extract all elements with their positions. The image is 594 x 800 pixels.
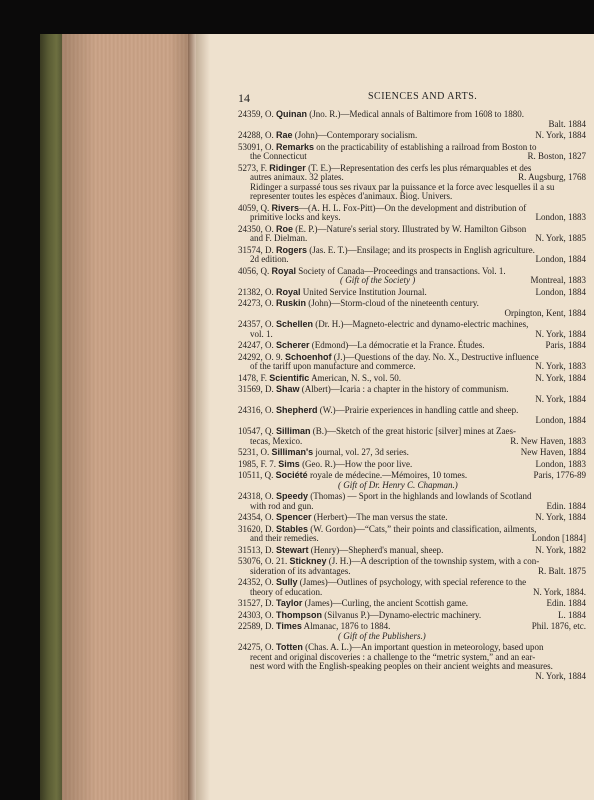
- entry-gift-line: [238, 481, 586, 491]
- entry-line-left: [238, 599, 468, 609]
- entry-line: [238, 502, 586, 512]
- shelf-number: 10511, Q.: [238, 470, 276, 480]
- entry-title: (Henry)—Shepherd's manual, sheep.: [308, 544, 444, 555]
- catalog-entry: [238, 611, 586, 621]
- imprint: N. York, 1884: [535, 670, 586, 681]
- catalog-entry: [238, 578, 586, 597]
- imprint: N. York, 1883: [535, 361, 586, 371]
- catalog-entry: [238, 471, 586, 490]
- shelf-number: 24350, O.: [238, 223, 276, 234]
- entry-line-left: [238, 131, 417, 141]
- shelf-number: 4056, Q.: [238, 265, 272, 276]
- shelf-number: 1985, F. 7.: [238, 458, 279, 469]
- imprint: Montreal, 1883: [530, 275, 586, 285]
- catalog-entry: [238, 643, 586, 681]
- entry-heading: Thompson: [276, 609, 322, 620]
- entry-title: on the practicability of establishing a railroad from Boston to: [314, 141, 537, 152]
- entry-line: [238, 374, 586, 384]
- shelf-number: 24292, O. 9.: [238, 351, 285, 362]
- entry-text: nest word with the English-speaking peoples on their ancient weights and measures.: [250, 662, 553, 671]
- entry-heading: Roe: [276, 223, 294, 234]
- catalog-entry: [238, 353, 586, 372]
- entry-line-left: [238, 513, 447, 523]
- catalog-entry: [238, 622, 586, 641]
- entry-continuation: and their remedies.: [250, 533, 319, 543]
- catalog-entry: [238, 225, 586, 244]
- entry-line: [238, 173, 586, 183]
- shelf-number: 31513, D.: [238, 544, 276, 555]
- entry-continuation: recent and original discoveries : a challenge to the “metric system,” and an ear-: [250, 651, 536, 662]
- catalog-entry: [238, 164, 586, 202]
- shelf-number: 24352, O.: [238, 577, 276, 587]
- shelf-number: 31574, D.: [238, 244, 276, 255]
- catalog-entry: [238, 599, 586, 609]
- entry-heading: Ridinger: [269, 162, 306, 173]
- entry-line: [238, 213, 586, 223]
- entry-title: (Albert)—Icaria : a chapter in the history of communism.: [299, 384, 509, 394]
- imprint: L. 1884: [558, 609, 586, 620]
- shelf-number: 24359, O.: [238, 109, 276, 119]
- running-title: SCIENCES AND ARTS.: [368, 91, 478, 102]
- entry-line: [238, 599, 586, 609]
- imprint: N. York, 1885: [535, 233, 586, 243]
- entry-continuation: primitive locks and keys.: [250, 212, 341, 222]
- imprint: Edin. 1884: [546, 500, 586, 511]
- catalog-entry: [238, 131, 586, 141]
- entry-title: (Dr. H.)—Magneto-electric and dynamo-electric machines,: [313, 319, 529, 329]
- entry-title: United Service Institution Journal.: [300, 286, 427, 297]
- catalog-entries: [238, 110, 586, 683]
- entry-heading: Stables: [276, 523, 309, 534]
- entry-title: (Herbert)—The man versus the state.: [311, 512, 448, 522]
- entry-line-left: [238, 110, 524, 120]
- shelf-number: 21382, O.: [238, 286, 276, 297]
- catalog-entry: [238, 374, 586, 384]
- gift-note: ( Gift of the Society ): [340, 275, 416, 285]
- entry-continuation: [238, 192, 586, 202]
- catalog-entry: [238, 460, 586, 470]
- entry-continuation: with rod and gun.: [250, 500, 314, 511]
- entry-line-left: [238, 385, 508, 395]
- entry-line: [238, 385, 586, 395]
- catalog-entry: [238, 246, 586, 265]
- entry-continuation: [238, 183, 586, 193]
- catalog-entry: [238, 320, 586, 339]
- entry-continuation: sideration of its advantages.: [250, 565, 351, 576]
- shelf-number: 31569, D.: [238, 384, 276, 394]
- catalog-entry: [238, 492, 586, 511]
- catalog-entry: [238, 385, 586, 404]
- entry-title: Society of Canada—Proceedings and transactions. Vol. 1.: [296, 265, 506, 276]
- entry-heading: Ruskin: [276, 298, 307, 308]
- catalog-entry: [238, 341, 586, 351]
- shelf-number: 24247, O.: [238, 340, 276, 350]
- page-number: 14: [238, 91, 250, 105]
- shelf-number: 1478, F.: [238, 372, 270, 383]
- catalog-entry: [238, 546, 586, 556]
- entry-heading: Times: [276, 621, 302, 631]
- imprint: R. New Haven, 1883: [510, 435, 586, 446]
- shelf-number: 53091, O.: [238, 141, 276, 152]
- entry-line: [238, 546, 586, 556]
- imprint: London, 1883: [535, 212, 586, 222]
- imprint: R. Augsburg, 1768: [518, 172, 586, 182]
- imprint: London, 1884: [535, 254, 586, 264]
- entry-heading: Shepherd: [276, 405, 318, 415]
- entry-line: [238, 110, 586, 120]
- shelf-number: 24273, O.: [238, 298, 276, 308]
- entry-heading: Schellen: [276, 319, 314, 329]
- imprint: London, 1883: [535, 458, 586, 469]
- shelf-number: 10547, Q.: [238, 426, 276, 436]
- shelf-number: 22589, D.: [238, 621, 276, 631]
- entry-title: (Edmond)—La démocratie et la France. Études.: [309, 340, 485, 350]
- entry-heading: Remarks: [276, 141, 315, 152]
- entry-line: [238, 513, 586, 523]
- gift-note: ( Gift of Dr. Henry C. Chapman.): [338, 479, 458, 490]
- imprint: R. Boston, 1827: [527, 151, 586, 161]
- entry-heading: Speedy: [276, 491, 309, 501]
- entry-line-left: [238, 288, 427, 298]
- entry-title: (J. H.)—A description of the township system, with a con-: [326, 556, 540, 566]
- catalog-entry: [238, 427, 586, 446]
- entry-continuation: tecas, Mexico.: [250, 435, 303, 446]
- entry-line: [238, 330, 586, 340]
- shelf-number: 4059, Q.: [238, 202, 272, 213]
- entry-heading: Société: [275, 470, 308, 480]
- entry-continuation: vol. 1.: [250, 328, 273, 339]
- entry-continuation: theory of education.: [250, 586, 323, 597]
- entry-text: Ridinger a surpassé tous ses rivaux par la puissance et la force avec lesquelles il a su: [250, 182, 555, 192]
- entry-heading: Stickney: [289, 556, 327, 566]
- entry-heading: Silliman's: [271, 447, 314, 457]
- entry-line: [238, 131, 586, 141]
- entry-line: [238, 234, 586, 244]
- entry-continuation: and F. Dielman.: [250, 233, 308, 243]
- shelf-number: 5273, F.: [238, 162, 270, 173]
- entry-heading: Taylor: [276, 598, 303, 608]
- shelf-number: 31527, D.: [238, 598, 276, 608]
- entry-continuation: [238, 662, 586, 672]
- gift-note: ( Gift of the Publishers.): [338, 630, 426, 641]
- entry-title: (John)—Contemporary socialism.: [292, 130, 418, 140]
- catalog-entry: [238, 204, 586, 223]
- imprint: N. York, 1884.: [532, 586, 586, 597]
- entry-line-left: [238, 611, 481, 621]
- entry-line: [238, 611, 586, 621]
- entry-title: American, N. S., vol. 50.: [309, 372, 402, 383]
- catalog-entry: [238, 110, 586, 129]
- imprint: London [1884]: [531, 533, 586, 543]
- catalog-entry: [238, 557, 586, 576]
- imprint: Orpington, Kent, 1884: [504, 307, 586, 318]
- catalog-entry: [238, 288, 586, 298]
- entry-line: [238, 152, 586, 162]
- entry-line-left: [238, 341, 484, 351]
- entry-heading: Shaw: [276, 384, 300, 394]
- entry-heading: Totten: [276, 642, 303, 652]
- shelf-number: 24288, O.: [238, 130, 276, 140]
- entry-title: (E. P.)—Nature's serial story. Illustrated by W. Hamilton Gibson: [293, 223, 527, 234]
- entry-heading: Schoenhof: [285, 351, 332, 362]
- imprint: London, 1884: [535, 414, 586, 425]
- entry-imprint-line: [238, 309, 586, 319]
- shelf-number: 31620, D.: [238, 523, 276, 534]
- entry-line: [238, 437, 586, 447]
- shelf-number: 5231, O.: [238, 447, 272, 457]
- imprint: R. Balt. 1875: [537, 565, 586, 576]
- entry-line: [238, 448, 586, 458]
- entry-heading: Royal: [271, 265, 297, 276]
- entry-line: [238, 406, 586, 416]
- entry-line: [238, 320, 586, 330]
- catalog-entry: [238, 299, 586, 318]
- entry-continuation: autres animaux. 32 plates.: [250, 172, 344, 182]
- imprint: N. York, 1884: [535, 130, 586, 140]
- entry-heading: Scientific: [269, 372, 310, 383]
- entry-line: [238, 460, 586, 470]
- entry-title: (Chas. A. L.)—An important question in meteorology, based upon: [302, 642, 544, 652]
- page-header: [238, 91, 586, 104]
- entry-line-left: [238, 448, 409, 458]
- shelf-number: 24303, O.: [238, 609, 276, 620]
- entry-heading: Sims: [278, 458, 300, 469]
- entry-title: journal, vol. 27, 3d series.: [313, 447, 409, 457]
- entry-heading: Rivers: [271, 202, 300, 213]
- entry-heading: Rogers: [276, 244, 308, 255]
- entry-imprint-line: [238, 416, 586, 426]
- imprint: N. York, 1884: [535, 393, 586, 404]
- catalog-entry: [238, 525, 586, 544]
- shelf-number: 24357, O.: [238, 319, 276, 329]
- entry-title: Almanac, 1876 to 1884.: [301, 621, 391, 631]
- entry-heading: Scherer: [276, 340, 310, 350]
- entry-title: (B.)—Sketch of the great historic [silver] mines at Zaes-: [310, 426, 516, 436]
- imprint: N. York, 1884: [535, 372, 586, 383]
- entry-line-left: [238, 406, 518, 416]
- entry-line: [238, 255, 586, 265]
- catalog-entry: [238, 406, 586, 425]
- entry-heading: Spencer: [276, 512, 312, 522]
- entry-title: (Silvanus P.)—Dynamo-electric machinery.: [322, 609, 482, 620]
- entry-title: (W.)—Prairie experiences in handling cattle and sheep.: [317, 405, 519, 415]
- entry-heading: Stewart: [276, 544, 309, 555]
- entry-title: (Jno. R.)—Medical annals of Baltimore from 1608 to 1880.: [307, 109, 524, 119]
- imprint: N. York, 1884: [535, 328, 586, 339]
- imprint: Edin. 1884: [546, 598, 586, 608]
- entry-heading: Rae: [276, 130, 293, 140]
- entry-line-left: [238, 299, 479, 309]
- entry-imprint-line: [238, 395, 586, 405]
- shelf-number: 24275, O.: [238, 642, 276, 652]
- imprint: Balt. 1884: [548, 118, 586, 129]
- catalog-entry: [238, 267, 586, 286]
- imprint: N. York, 1882: [535, 544, 586, 555]
- catalog-entry: [238, 448, 586, 458]
- entry-title: (Jas. E. T.)—Ensilage; and its prospects in English agriculture.: [307, 244, 535, 255]
- entry-imprint-line: [238, 672, 586, 682]
- entry-line: [238, 276, 586, 286]
- imprint: New Haven, 1884: [520, 447, 586, 457]
- imprint: Paris, 1884: [545, 340, 586, 350]
- entry-text: representer toutes les espèces d'animaux. Biog. Univers.: [250, 192, 453, 201]
- entry-line-left: [238, 460, 412, 470]
- entry-title: (W. Gordon)—“Cats,” their points and classification, ailments,: [308, 523, 537, 534]
- entry-line: [238, 534, 586, 544]
- entry-continuation: the Connecticut: [250, 151, 307, 161]
- entry-continuation: of the tariff upon manufacture and commerce.: [250, 361, 416, 371]
- imprint: N. York, 1884: [535, 512, 586, 522]
- entry-gift-line: [238, 632, 586, 642]
- entry-line: [238, 567, 586, 577]
- imprint: Phil. 1876, etc.: [531, 621, 586, 631]
- entry-imprint-line: [238, 120, 586, 130]
- shelf-number: 24354, O.: [238, 512, 276, 522]
- entry-line: [238, 362, 586, 372]
- entry-title: (Thomas) — Sport in the highlands and lowlands of Scotland: [308, 491, 532, 501]
- entry-heading: Silliman: [276, 426, 311, 436]
- shelf-number: 53076, O. 21.: [238, 556, 290, 566]
- entry-title: (John)—Storm-cloud of the nineteenth century.: [306, 298, 479, 308]
- shelf-number: 24316, O.: [238, 405, 276, 415]
- entry-line: [238, 653, 586, 663]
- entry-heading: Sully: [276, 577, 298, 587]
- entry-title: —(A. H. L. Fox-Pitt)—On the development and distribution of: [299, 202, 527, 213]
- entry-line-left: [238, 546, 443, 556]
- entry-continuation: 2d edition.: [250, 254, 289, 264]
- entry-line-left: [238, 374, 401, 384]
- entry-title: (James)—Curling, the ancient Scottish game.: [302, 598, 469, 608]
- entry-title: (J.)—Questions of the day. No. X., Destructive influence: [331, 351, 539, 362]
- entry-line: [238, 341, 586, 351]
- imprint: London, 1884: [535, 286, 586, 297]
- entry-line: [238, 588, 586, 598]
- page-edges: [62, 34, 196, 800]
- imprint: Paris, 1776-89: [533, 470, 586, 480]
- catalog-entry: [238, 513, 586, 523]
- entry-line: [238, 288, 586, 298]
- entry-title: (James)—Outlines of psychology, with special reference to the: [297, 577, 527, 587]
- entry-title: royale de médecine.—Mémoires, 10 tomes.: [307, 470, 468, 480]
- entry-heading: Quinan: [276, 109, 307, 119]
- entry-title: (T. E.)—Representation des cerfs les plus rémarquables et des: [305, 162, 532, 173]
- entry-line-left: [238, 320, 528, 330]
- catalog-entry: [238, 143, 586, 162]
- entry-title: (Geo. R.)—How the poor live.: [299, 458, 413, 469]
- entry-line: [238, 246, 586, 256]
- entry-heading: Royal: [276, 286, 301, 297]
- shelf-number: 24318, O.: [238, 491, 276, 501]
